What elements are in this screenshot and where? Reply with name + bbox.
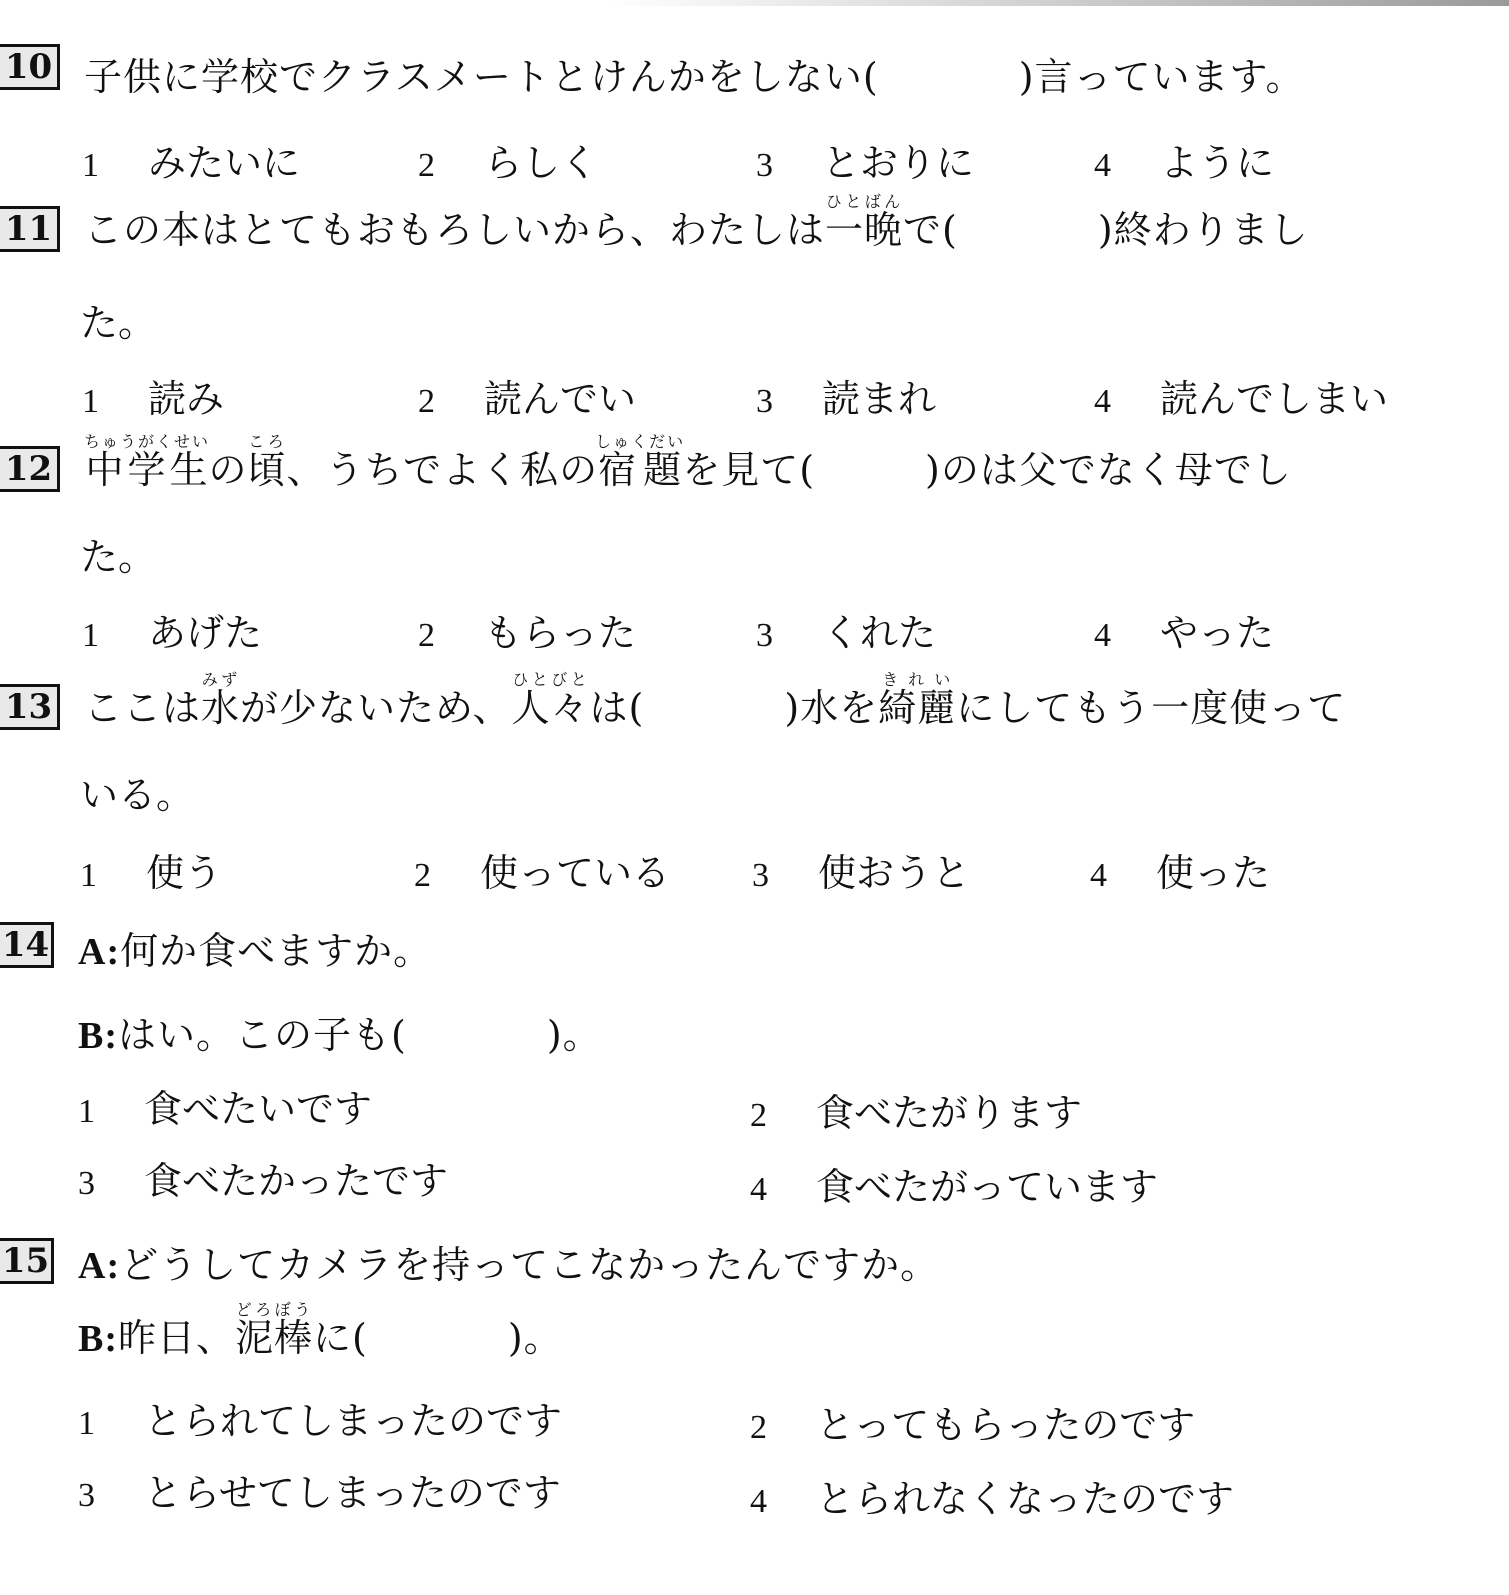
option-1[interactable] (82, 132, 300, 187)
option-number: 3 (756, 383, 773, 420)
question-number: 12 (0, 446, 60, 492)
dialogue-text: 昨日、 (118, 1316, 236, 1360)
speaker-label: B: (78, 1318, 118, 1360)
sentence-part: が少ないため、 (240, 686, 512, 730)
ruby-word: 綺麗きれい (878, 670, 957, 730)
option-text: 読んでしまい (1160, 377, 1389, 421)
option-text: もらった (484, 611, 637, 655)
option-3[interactable] (756, 132, 974, 187)
ruby-word: 水みず (201, 670, 241, 730)
speaker-label: B: (78, 1015, 118, 1057)
ruby-word: 人々ひとびと (511, 670, 590, 730)
option-2[interactable] (750, 1082, 1082, 1137)
question-sentence (84, 46, 1304, 101)
option-number: 2 (418, 147, 435, 184)
option-text: とってもらったのです (816, 1403, 1196, 1447)
dialogue-line-a (78, 920, 432, 975)
option-number: 1 (78, 1093, 95, 1130)
option-1[interactable] (78, 1078, 372, 1133)
sentence-part: の (208, 448, 248, 492)
ruby-word: 泥棒どろぼう (235, 1300, 314, 1360)
option-number: 4 (1094, 147, 1111, 184)
option-text: とおりに (822, 141, 975, 185)
option-number: 1 (82, 617, 99, 654)
page-top-edge (0, 0, 1509, 6)
option-number: 3 (756, 617, 773, 654)
option-number: 3 (752, 857, 769, 894)
sentence-part: 、うちでよく私の (286, 448, 599, 492)
option-number: 4 (750, 1171, 767, 1208)
option-number: 1 (80, 857, 97, 894)
sentence-part: を見て( (682, 448, 816, 492)
sentence-part: )のは父でなく母でし (925, 448, 1292, 492)
ruby-word: 一晩ひとばん (825, 192, 904, 252)
option-text: とられてしまったのです (144, 1399, 563, 1443)
ruby-word: 中学生ちゅうがくせい (84, 432, 211, 492)
sentence-part: )言っています。 (1018, 55, 1305, 99)
option-number: 4 (1094, 617, 1111, 654)
option-number: 2 (750, 1409, 767, 1446)
option-text: くれた (822, 611, 937, 655)
question-sentence (84, 432, 1292, 494)
option-text: 読まれ (822, 377, 937, 421)
dialogue-text: 何か食べますか。 (120, 929, 433, 973)
option-number: 3 (78, 1165, 95, 1202)
option-text: 食べたいです (144, 1087, 373, 1131)
option-number: 2 (414, 857, 431, 894)
dialogue-line-a (78, 1234, 939, 1289)
option-2[interactable] (418, 602, 636, 657)
question-number: 10 (0, 44, 60, 90)
question-sentence (84, 192, 1309, 254)
option-1[interactable] (80, 842, 222, 897)
option-text: とられなくなったのです (816, 1477, 1235, 1521)
dialogue-line-b (78, 1004, 602, 1059)
option-3[interactable] (752, 842, 970, 897)
dialogue-text: に( (313, 1316, 368, 1360)
question-number: 15 (0, 1238, 54, 1284)
option-1[interactable] (82, 602, 262, 657)
option-text: らしく (484, 141, 599, 185)
dialogue-line-b (78, 1300, 563, 1362)
sentence-part: にしてもう一度使って (956, 686, 1347, 730)
option-text: やった (1160, 611, 1275, 655)
option-2[interactable] (414, 842, 670, 897)
option-4[interactable] (750, 1468, 1234, 1523)
option-text: あげた (148, 611, 263, 655)
option-number: 1 (82, 147, 99, 184)
sentence-part: )水を (784, 686, 879, 730)
option-number: 4 (750, 1483, 767, 1520)
option-text: 食べたかったです (144, 1159, 449, 1203)
option-text: 使う (146, 851, 223, 895)
speaker-label: A: (78, 931, 121, 973)
option-number: 3 (756, 147, 773, 184)
option-1[interactable] (78, 1390, 562, 1445)
option-3[interactable] (78, 1150, 448, 1205)
question-sentence (84, 670, 1346, 732)
option-2[interactable] (418, 132, 598, 187)
option-4[interactable] (1094, 602, 1274, 657)
ruby-word: 頃ころ (247, 432, 287, 492)
option-1[interactable] (82, 368, 224, 423)
dialogue-text: はい。この子も( (118, 1013, 407, 1057)
option-2[interactable] (750, 1394, 1195, 1449)
sentence-continuation: た。 (80, 535, 157, 579)
option-number: 4 (1094, 383, 1111, 420)
dialogue-text: )。 (507, 1316, 563, 1360)
option-text: 読んでい (484, 377, 637, 421)
dialogue-text: )。 (546, 1013, 602, 1057)
option-text: 使った (1156, 851, 1271, 895)
option-number: 2 (418, 617, 435, 654)
option-text: 使おうと (818, 851, 971, 895)
option-number: 1 (78, 1405, 95, 1442)
option-number: 2 (750, 1097, 767, 1134)
speaker-label: A: (78, 1245, 121, 1287)
question-number: 13 (0, 684, 60, 730)
dialogue-text: どうしてカメラを持ってこなかったんですか。 (120, 1243, 940, 1287)
option-text: 食べたがります (816, 1091, 1083, 1135)
option-text: とらせてしまったのです (144, 1471, 561, 1515)
sentence-part: 子供に学校でクラスメートとけんかをしない( (84, 55, 879, 99)
question-number: 11 (0, 206, 60, 252)
option-4[interactable] (750, 1156, 1158, 1211)
sentence-part: は( (589, 686, 645, 730)
option-4[interactable] (1094, 368, 1388, 423)
option-3[interactable] (78, 1462, 561, 1517)
option-text: ように (1160, 141, 1275, 185)
option-text: 読み (148, 377, 225, 421)
ruby-word: 宿題しゅくだい (595, 432, 686, 492)
sentence-part: で( (903, 208, 958, 252)
option-4[interactable] (1094, 132, 1274, 187)
option-text: 使っている (480, 851, 671, 895)
option-text: みたいに (148, 141, 301, 185)
sentence-continuation: た。 (80, 301, 157, 345)
sentence-part: この本はとてもおもろしいから、わたしは (84, 208, 826, 252)
option-number: 2 (418, 383, 435, 420)
option-text: 食べたがっています (816, 1165, 1159, 1209)
option-3[interactable] (756, 368, 936, 423)
question-number: 14 (0, 922, 54, 968)
option-number: 1 (82, 383, 99, 420)
option-number: 4 (1090, 857, 1107, 894)
option-3[interactable] (756, 602, 936, 657)
option-4[interactable] (1090, 842, 1270, 897)
option-number: 3 (78, 1477, 95, 1514)
sentence-continuation: いる。 (80, 773, 195, 817)
sentence-part: ここは (84, 686, 202, 730)
sentence-part: )終わりまし (1097, 208, 1309, 252)
option-2[interactable] (418, 368, 636, 423)
